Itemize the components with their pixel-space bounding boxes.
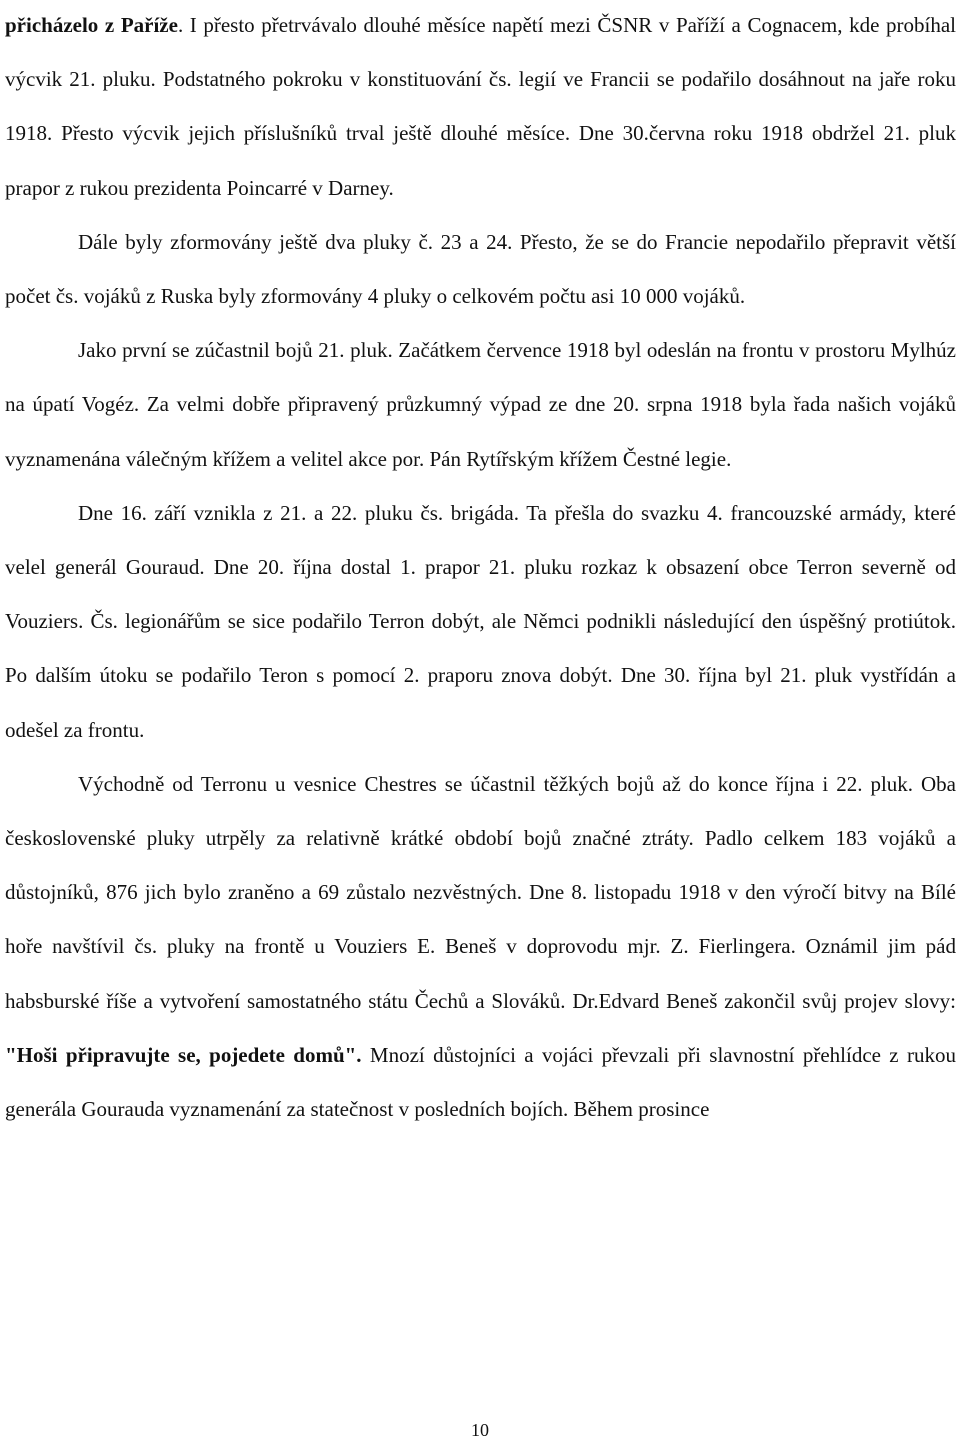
bold-text: přicházelo z Paříže xyxy=(5,13,178,37)
page-number: 10 xyxy=(471,1420,489,1440)
document-body xyxy=(5,0,956,1136)
paragraph-text: Mnozí důstojníci a vojáci převzali při slavnostní přehlídce z rukou generála Gourauda vyznamenání za statečnost v posledních bojích. Během prosince xyxy=(5,1042,956,1122)
paragraph-4 xyxy=(5,486,956,757)
paragraph-text: Dne 16. září vznikla z 21. a 22. pluku čs. brigáda. Ta přešla do svazku 4. francouzské armády, které velel generál Gouraud. Dne 20. října dostal 1. prapor 21. pluku rozkaz k obsazení obce Terron severně od Vouziers. Čs. legionářům se sice podařilo Terron dobýt, ale Němci podnikli následující den úspěšný protiútok. Po dalším útoku se podařilo Teron s pomocí 2. praporu znova dobýt. Dne 30. října byl 21. pluk vystřídán a odešel za frontu. xyxy=(5,500,956,742)
paragraph-text: . I přesto přetrvávalo dlouhé měsíce napětí mezi ČSNR v Paříží a Cognacem, kde probíhal výcvik 21. pluku. Podstatného pokroku v konstituování čs. legií ve Francii se podařilo dosáhnout na jaře roku 1918. Přesto výcvik jejich příslušníků trval ještě dlouhé měsíce. Dne 30.června roku 1918 obdržel 21. pluk prapor z rukou prezidenta Poincarré v Darney. xyxy=(5,13,956,200)
paragraph-text: Východně od Terronu u vesnice Chestres se účastnil těžkých bojů až do konce října i 22. pluk. Oba československé pluky utrpěly za relativně krátké období bojů značné ztráty. Padlo celkem 183 vojáků a důstojníků, 876 jich bylo zraněno a 69 zůstalo nezvěstných. Dne 8. listopadu 1918 v den výročí bitvy na Bílé hoře navštívil čs. pluky na frontě u Vouziers E. Beneš v doprovodu mjr. Z. Fierlingera. Oznámil jim pád habsburské říše a vytvoření samostatného státu Čechů a Slováků. Dr.Edvard Beneš zakončil svůj projev slovy: xyxy=(5,771,956,1013)
paragraph-text: Dále byly zformovány ještě dva pluky č. 23 a 24. Přesto, že se do Francie nepodařilo přepravit větší počet čs. vojáků z Ruska byly zformovány 4 pluky o celkovém počtu asi 10 000 vojáků. xyxy=(5,229,956,309)
paragraph-5 xyxy=(5,757,956,1136)
paragraph-1 xyxy=(5,0,956,215)
paragraph-2 xyxy=(5,215,956,323)
paragraph-text: Jako první se zúčastnil bojů 21. pluk. Začátkem července 1918 byl odeslán na frontu v prostoru Mylhúz na úpatí Vogéz. Za velmi dobře připravený průzkumný výpad ze dne 20. srpna 1918 byla řada našich vojáků vyznamenána válečným křížem a velitel akce por. Pán Rytířským křížem Čestné legie. xyxy=(5,338,956,471)
bold-quote: "Hoši připravujte se, pojedete domů". xyxy=(5,1042,362,1067)
paragraph-3 xyxy=(5,323,956,486)
